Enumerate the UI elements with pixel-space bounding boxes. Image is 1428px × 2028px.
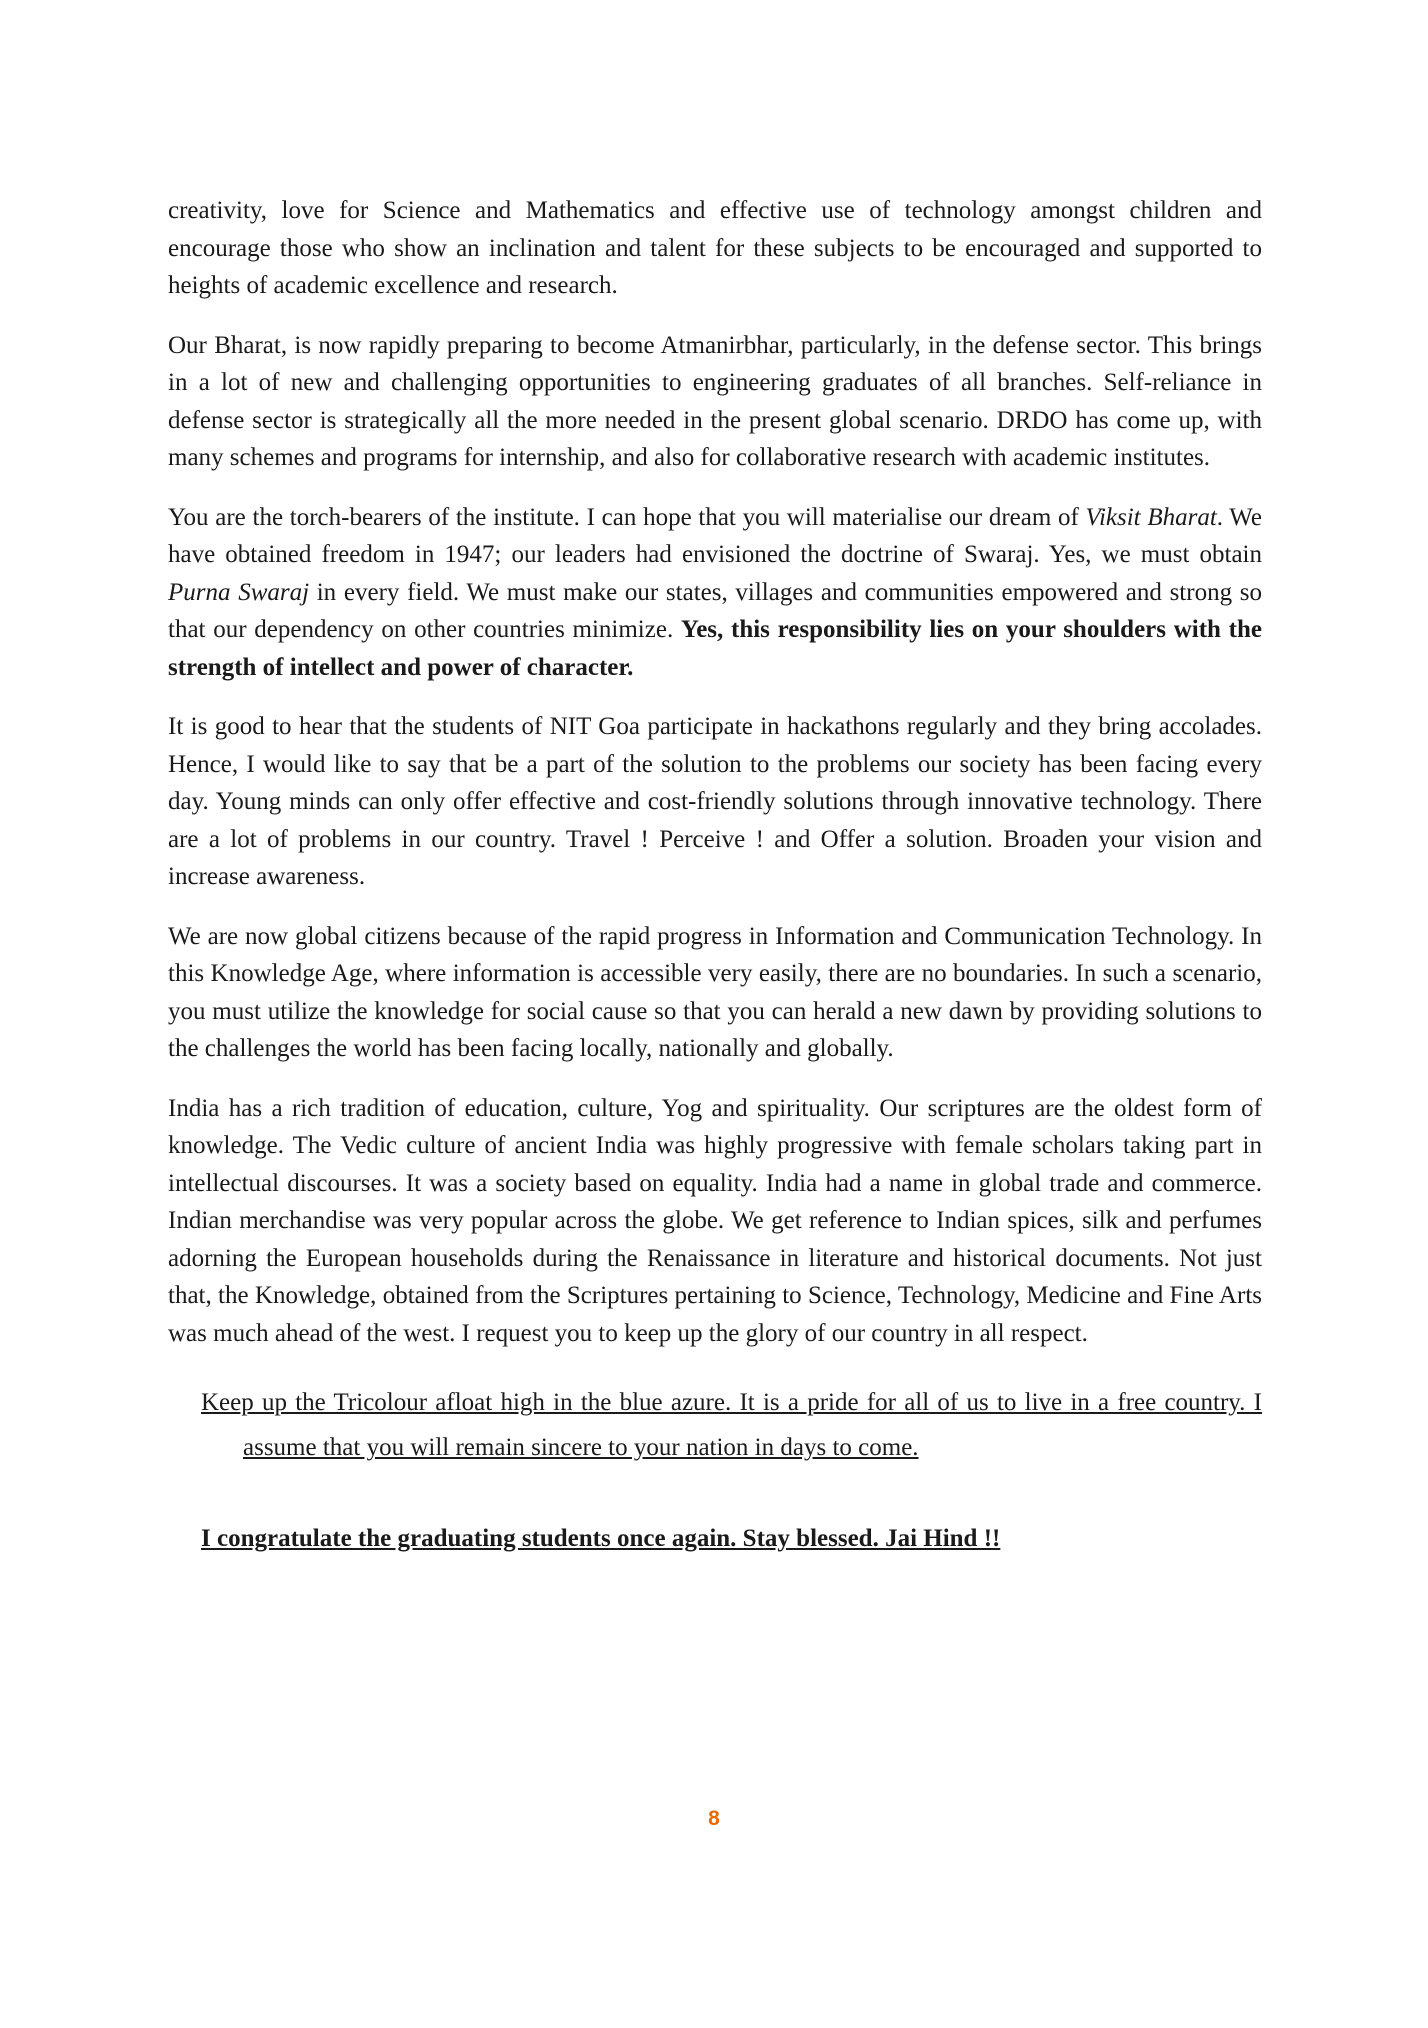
paragraph-6: India has a rich tradition of education, culture, Yog and spirituality. Our scriptures are the oldest form of knowledge. The Vedic culture of ancient India was highly progressive with female scholars taking part in intellectual discourses. It was a society based on equality. India had a name in global trade and commerce. Indian merchandise was very popular across the globe. We get reference to Indian spices, silk and perfumes adorning the European households during the Renaissance in literature and historical documents. Not just that, the Knowledge, obtained from the Scriptures pertaining to Science, Technology, Medicine and Fine Arts was much ahead of the west. I request you to keep up the glory of our country in all respect. [168,1094,1262,1347]
document-body [168,192,1262,1557]
paragraph-3-bold-emphasis: Yes, this responsibility lies on your shoulders with the strength of intellect and power of character. [168,616,1263,681]
paragraph-3 [168,499,1262,687]
page-number: 8 [708,1807,720,1830]
paragraph-2: Our Bharat, is now rapidly preparing to become Atmanirbhar, particularly, in the defense sector. This brings in a lot of new and challenging opportunities to engineering graduates of all branches. Self-reliance in defense sector is strategically all the more needed in the present global scenario. DRDO has come up, with many schemes and programs for internship, and also for collaborative research with academic institutes. [168,331,1262,471]
final-congratulation-line: I congratulate the graduating students once again. Stay blessed. Jai Hind !! [201,1525,1001,1552]
paragraph-3-part-2: . We have obtained freedom in 1947; our leaders had envisioned the doctrine of Swaraj. Yes, we must obtain [168,503,1262,568]
paragraph-3-part-3: in every field. We must make our states, villages and communities empowered and strong so that our dependency on other countries minimize. [168,578,1262,643]
paragraph-3-part-1: You are the torch-bearers of the institute. I can hope that you will materialise our dream of [168,503,1086,531]
paragraph-5: We are now global citizens because of the rapid progress in Information and Communication Technology. In this Knowledge Age, where information is accessible very easily, there are no boundaries. In such a scenario, you must utilize the knowledge for social cause so that you can herald a new dawn by providing solutions to the challenges the world has been facing locally, nationally and globally. [168,922,1262,1062]
closing-underlined-text: Keep up the Tricolour afloat high in the blue azure. It is a pride for all of us to live in a free country. I assume that you will remain sincere to your nation in days to come. [201,1389,1262,1461]
paragraph-3-italic-viksit-bharat: Viksit Bharat [1085,503,1217,531]
paragraph-3-italic-purna-swaraj: Purna Swaraj [168,578,310,606]
paragraph-4: It is good to hear that the students of NIT Goa participate in hackathons regularly and they bring accolades. Hence, I would like to say that be a part of the solution to the problems our society has been facing every day. Young minds can only offer effective and cost-friendly solutions through innovative technology. There are a lot of problems in our country. Travel ! Perceive ! and Offer a solution. Broaden your vision and increase awareness. [168,713,1262,890]
paragraph-1: creativity, love for Science and Mathematics and effective use of technology amongst children and encourage those who show an inclination and talent for these subjects to be encouraged and supported to heights of academic excellence and research. [168,197,1262,299]
